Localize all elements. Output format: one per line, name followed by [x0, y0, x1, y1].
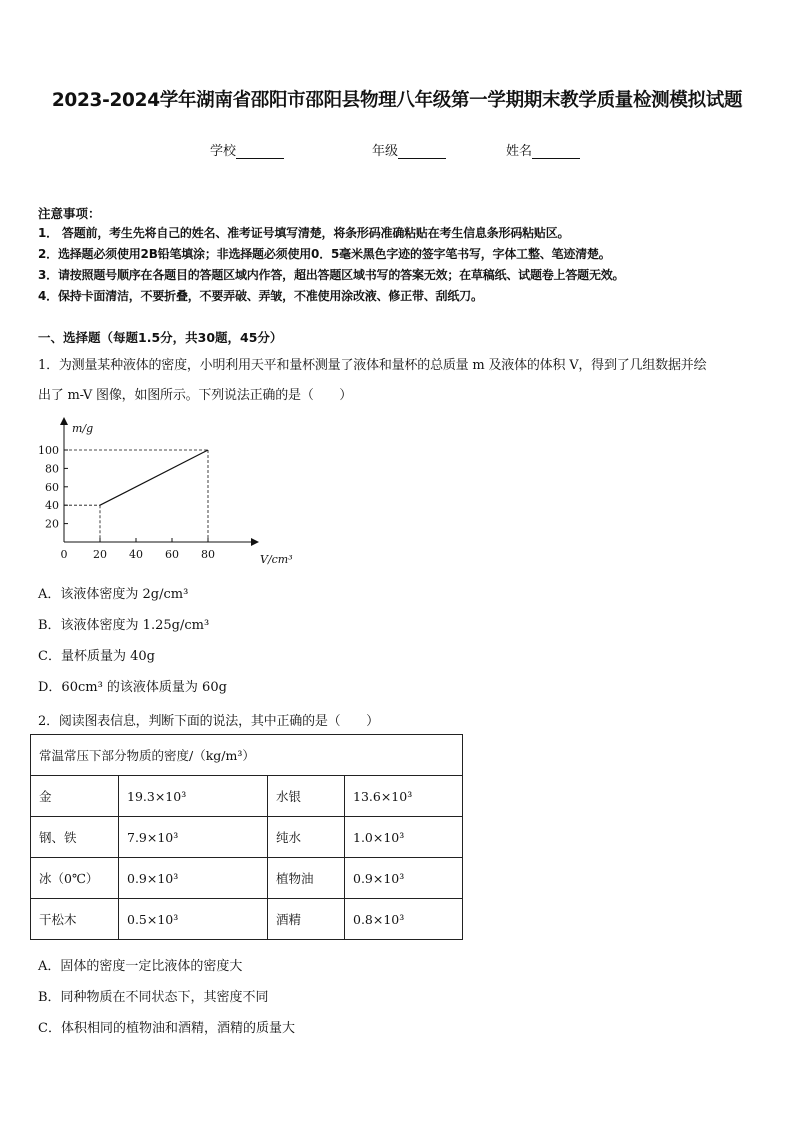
grade-field: [372, 140, 446, 159]
q2-option-b[interactable]: B．同种物质在不同状态下，其密度不同: [38, 990, 269, 1005]
table-cell: 0.9×10³: [345, 858, 463, 899]
table-cell: 0.5×10³: [119, 899, 268, 940]
section-heading: 一、选择题（每题1.5分，共30题，45分）: [38, 330, 283, 345]
notes-heading: 注意事项：: [38, 206, 101, 221]
table-row: [31, 899, 463, 940]
name-field: [506, 140, 580, 159]
table-cell: 酒精: [268, 899, 345, 940]
school-label: 学校: [210, 144, 237, 159]
x-tick-label: 0: [60, 548, 68, 561]
table-cell: 纯水: [268, 817, 345, 858]
question-2-text: 2．阅读图表信息，判断下面的说法，其中正确的是（ ）: [38, 714, 379, 729]
name-label: 姓名: [506, 144, 533, 159]
y-tick-label: 100: [38, 444, 59, 457]
q2-option-c[interactable]: C．体积相同的植物油和酒精，酒精的质量大: [38, 1021, 295, 1036]
note-item: 4．保持卡面清洁，不要折叠，不要弄破、弄皱，不准使用涂改液、修正带、刮纸刀。: [38, 289, 483, 303]
table-cell: 冰（0℃）: [31, 858, 119, 899]
school-blank[interactable]: [236, 145, 284, 159]
table-cell: 19.3×10³: [119, 776, 268, 817]
table-cell: 钢、铁: [31, 817, 119, 858]
note-item: 3．请按照题号顺序在各题目的答题区域内作答，超出答题区域书写的答案无效；在草稿纸、试题卷上答题无效。: [38, 268, 625, 282]
table-row: [31, 776, 463, 817]
table-row: [31, 858, 463, 899]
table-title: 常温常压下部分物质的密度/（kg/m³）: [31, 735, 463, 776]
series-line-m-v: [100, 450, 208, 505]
table-cell: 13.6×10³: [345, 776, 463, 817]
table-cell: 金: [31, 776, 119, 817]
table-row: [31, 817, 463, 858]
y-tick-label: 80: [45, 462, 59, 476]
q1-option-a[interactable]: A．该液体密度为 2g/cm³: [38, 587, 189, 602]
table-cell: 植物油: [268, 858, 345, 899]
y-tick-label: 20: [45, 517, 59, 531]
x-tick-label: 80: [201, 548, 215, 561]
table-cell: 0.8×10³: [345, 899, 463, 940]
table-cell: 水银: [268, 776, 345, 817]
x-tick-label: 40: [129, 548, 143, 561]
table-cell: 7.9×10³: [119, 817, 268, 858]
q1-option-d[interactable]: D．60cm³ 的该液体质量为 60g: [38, 680, 227, 695]
grade-label: 年级: [372, 144, 399, 159]
question-1-line-1: 1．为测量某种液体的密度，小明利用天平和量杯测量了液体和量杯的总质量 m 及液体的体积 V，得到了几组数据并绘: [38, 358, 707, 373]
x-axis-label: V/cm³: [260, 553, 293, 566]
name-blank[interactable]: [532, 145, 580, 159]
x-tick-label: 60: [165, 548, 179, 561]
table-cell: 1.0×10³: [345, 817, 463, 858]
y-tick-label: 40: [45, 499, 59, 513]
x-tick-label: 20: [93, 548, 107, 561]
m-v-chart: [30, 412, 300, 572]
table-cell: 干松木: [31, 899, 119, 940]
y-axis-label: m/g: [72, 422, 94, 435]
question-1-line-2: 出了 m-V 图像，如图所示。下列说法正确的是（ ）: [38, 388, 353, 403]
table-cell: 0.9×10³: [119, 858, 268, 899]
page-title: 2023-2024学年湖南省邵阳市邵阳县物理八年级第一学期期末教学质量检测模拟试题: [51, 90, 743, 111]
density-table: [30, 734, 463, 940]
school-field: [210, 140, 284, 159]
q1-option-c[interactable]: C．量杯质量为 40g: [38, 649, 155, 664]
note-item: 1． 答题前，考生先将自己的姓名、准考证号填写清楚，将条形码准确粘贴在考生信息条形码粘贴区。: [38, 226, 570, 240]
y-tick-label: 60: [45, 480, 59, 494]
note-item: 2．选择题必须使用2B铅笔填涂；非选择题必须使用0．5毫米黑色字迹的签字笔书写，字体工整、笔迹清楚。: [38, 247, 611, 261]
q1-option-b[interactable]: B．该液体密度为 1.25g/cm³: [38, 618, 210, 633]
table-title-row: [31, 735, 463, 776]
grade-blank[interactable]: [398, 145, 446, 159]
q2-option-a[interactable]: A．固体的密度一定比液体的密度大: [38, 959, 243, 974]
